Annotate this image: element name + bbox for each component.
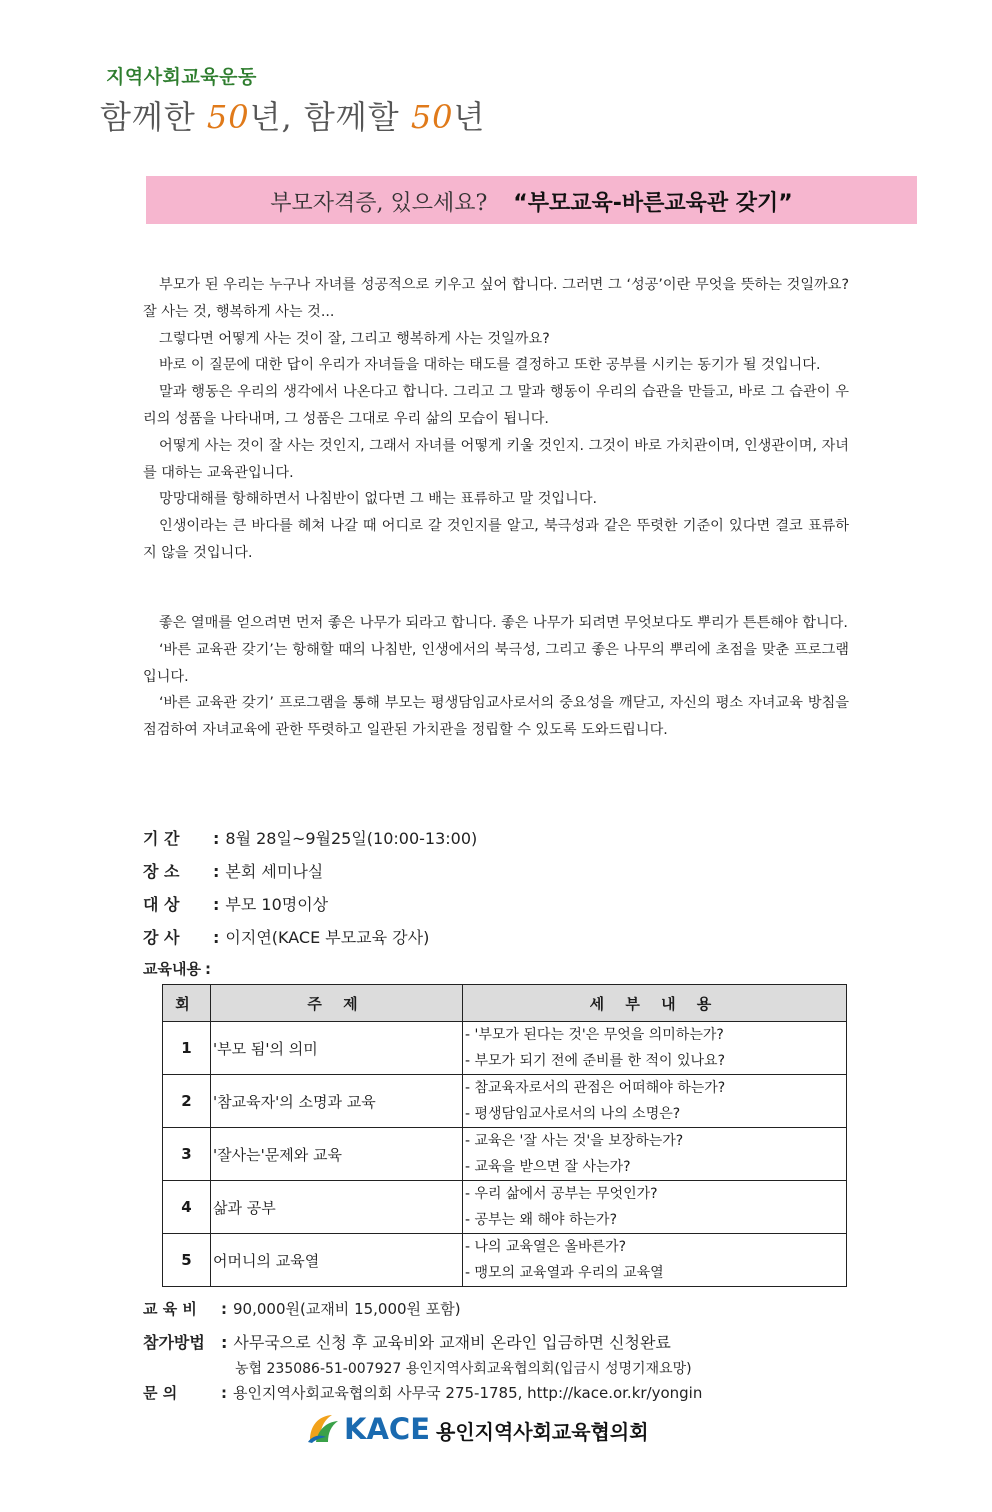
intro-paragraph: 그렇다면 어떻게 사는 것이 잘, 그리고 행복하게 사는 것일까요? [159, 330, 550, 347]
colon: : [221, 1300, 227, 1318]
detail-line: - '부모가 된다는 것'은 무엇을 의미하는가? [465, 1027, 724, 1043]
intro-paragraph: ‘바른 교육관 갖기’는 항해할 때의 나침반, 인생에서의 북극성, 그리고 좋은 나무의 뿌리에 초점을 맞춘 프로그램입니다. [143, 641, 849, 685]
intro-section-1 [143, 272, 849, 567]
intro-paragraph: ‘바른 교육관 갖기’ 프로그램을 통해 부모는 평생담임교사로서의 중요성을 깨닫고, 자신의 평소 자녀교육 방침을 점검하여 자녀교육에 관한 뚜렷하고 일관된 가치관을 정립할 수 있도록 도와드립니다. [143, 695, 849, 739]
detail-line: - 공부는 왜 해야 하는가? [465, 1212, 617, 1228]
contact-label: 문 의 [143, 1384, 178, 1402]
intro-paragraph: 망망대해를 항해하면서 나침반이 없다면 그 배는 표류하고 말 것입니다. [159, 491, 598, 508]
slogan-part-3: 년 [453, 98, 486, 136]
session-number: 1 [163, 1022, 211, 1075]
campaign-slogan [100, 92, 485, 138]
fee-value: 90,000원(교재비 15,000원 포함) [233, 1300, 461, 1318]
table-row [163, 1128, 847, 1181]
campaign-subtitle: 지역사회교육운동 [106, 66, 257, 88]
apply-value: 사무국으로 신청 후 교육비와 교재비 온라인 입금하면 신청완료 [233, 1333, 671, 1352]
session-topic: 삶과 공부 [211, 1181, 463, 1234]
intro-paragraph: 바로 이 질문에 대한 답이 우리가 자녀들을 대하는 태도를 결정하고 또한 공부를 시키는 동기가 될 것입니다. [159, 357, 821, 374]
intro-paragraph: 인생이라는 큰 바다를 헤쳐 나갈 때 어디로 갈 것인지를 알고, 북극성과 같은 뚜렷한 기준이 있다면 결코 표류하지 않을 것입니다. [143, 518, 849, 561]
colon: : [221, 1384, 227, 1402]
intro-paragraph: 말과 행동은 우리의 생각에서 나온다고 합니다. 그리고 그 말과 행동이 우리의 습관을 만들고, 바로 그 습관이 우리의 성품을 나타내며, 그 성품은 그대로 우리 삶의 모습이 됩니다. [143, 384, 849, 427]
banner-text [146, 186, 917, 217]
colon: : [213, 862, 220, 881]
detail-line: - 부모가 되기 전에 준비를 한 적이 있나요? [465, 1053, 726, 1069]
detail-line: - 나의 교육열은 올바른가? [465, 1239, 627, 1255]
lecturer-row [143, 925, 429, 948]
target-label: 대 상 [143, 895, 180, 914]
intro-paragraph: 부모가 된 우리는 누구나 자녀를 성공적으로 키우고 싶어 합니다. 그러면 그 ‘성공’이란 무엇을 뜻하는 것일까요? 잘 사는 것, 행복하게 사는 것... [143, 277, 849, 320]
banner-question: 부모자격증, 있으세요? [270, 191, 488, 216]
table-row [163, 1075, 847, 1128]
session-topic: '참교육자'의 소명과 교육 [211, 1075, 463, 1128]
kace-logo-icon [306, 1412, 340, 1444]
session-topic: '부모 됨'의 의미 [211, 1022, 463, 1075]
session-details [463, 1075, 847, 1128]
colon: : [213, 829, 220, 848]
slogan-part-1: 함께한 [100, 98, 207, 136]
kace-logo-text: KACE [344, 1412, 431, 1446]
colon: : [221, 1333, 228, 1352]
target-row [143, 892, 328, 915]
lecturer-label: 강 사 [143, 928, 180, 947]
table-row [163, 1181, 847, 1234]
contact-row [143, 1382, 702, 1403]
session-topic: '잘사는'문제와 교육 [211, 1128, 463, 1181]
period-label: 기 간 [143, 829, 180, 848]
place-row [143, 859, 323, 882]
detail-line: - 우리 삶에서 공부는 무엇인가? [465, 1186, 658, 1202]
session-number: 5 [163, 1234, 211, 1287]
place-value: 본회 세미나실 [225, 862, 324, 881]
session-number: 3 [163, 1128, 211, 1181]
slogan-number-1: 50 [206, 98, 250, 136]
session-number: 2 [163, 1075, 211, 1128]
place-label: 장 소 [143, 862, 180, 881]
slogan-part-2: 년, 함께할 [249, 98, 411, 136]
intro-paragraph: 좋은 열매를 얻으려면 먼저 좋은 나무가 되라고 합니다. 좋은 나무가 되려면 무엇보다도 뿌리가 튼튼해야 합니다. [159, 615, 848, 631]
intro-paragraph: 어떻게 사는 것이 잘 사는 것인지, 그래서 자녀를 어떻게 키울 것인지. 그것이 바로 가치관이며, 인생관이며, 자녀를 대하는 교육관입니다. [143, 437, 849, 481]
fee-label: 교 육 비 [143, 1300, 197, 1318]
period-row [143, 826, 477, 849]
organization-name: 용인지역사회교육협의회 [436, 1420, 649, 1444]
header-session: 회 [163, 985, 211, 1022]
lecturer-value: 이지연(KACE 부모교육 강사) [225, 928, 430, 947]
session-details [463, 1022, 847, 1075]
detail-line: - 평생담임교사로서의 나의 소명은? [465, 1106, 681, 1122]
target-value: 부모 10명이상 [225, 895, 329, 914]
footer-logo [306, 1410, 686, 1448]
session-details [463, 1128, 847, 1181]
content-heading [143, 958, 217, 979]
apply-row [143, 1330, 671, 1353]
detail-line: - 참교육자로서의 관점은 어떠해야 하는가? [465, 1080, 726, 1096]
table-header-row [163, 985, 847, 1022]
intro-section-2 [143, 610, 849, 744]
detail-line: - 교육은 '잘 사는 것'을 보장하는가? [465, 1133, 684, 1149]
banner-title: “부모교육-바른교육관 갖기” [513, 191, 793, 216]
slogan-number-2: 50 [410, 98, 454, 136]
header-topic: 주 제 [211, 985, 463, 1022]
apply-label: 참가방법 [143, 1333, 205, 1352]
session-details [463, 1234, 847, 1287]
detail-line: - 교육을 받으면 잘 사는가? [465, 1159, 631, 1175]
session-number: 4 [163, 1181, 211, 1234]
colon: : [213, 928, 220, 947]
title-banner [146, 176, 917, 224]
session-details [463, 1181, 847, 1234]
contact-value: 용인지역사회교육협의회 사무국 275-1785, http://kace.or.kr/yongin [233, 1384, 703, 1402]
fee-row [143, 1298, 461, 1319]
session-topic: 어머니의 교육열 [211, 1234, 463, 1287]
colon: : [213, 895, 220, 914]
content-label: 교육내용 [143, 960, 201, 978]
bank-account: 농협 235086-51-007927 용인지역사회교육협의회(입금시 성명기재요망) [235, 1361, 692, 1377]
detail-line: - 맹모의 교육열과 우리의 교육열 [465, 1265, 664, 1281]
table-row [163, 1234, 847, 1287]
period-value: 8월 28일~9월25일(10:00-13:00) [225, 829, 478, 848]
colon: : [204, 960, 211, 978]
table-row [163, 1022, 847, 1075]
curriculum-table [162, 984, 847, 1287]
header-details: 세 부 내 용 [463, 985, 847, 1022]
